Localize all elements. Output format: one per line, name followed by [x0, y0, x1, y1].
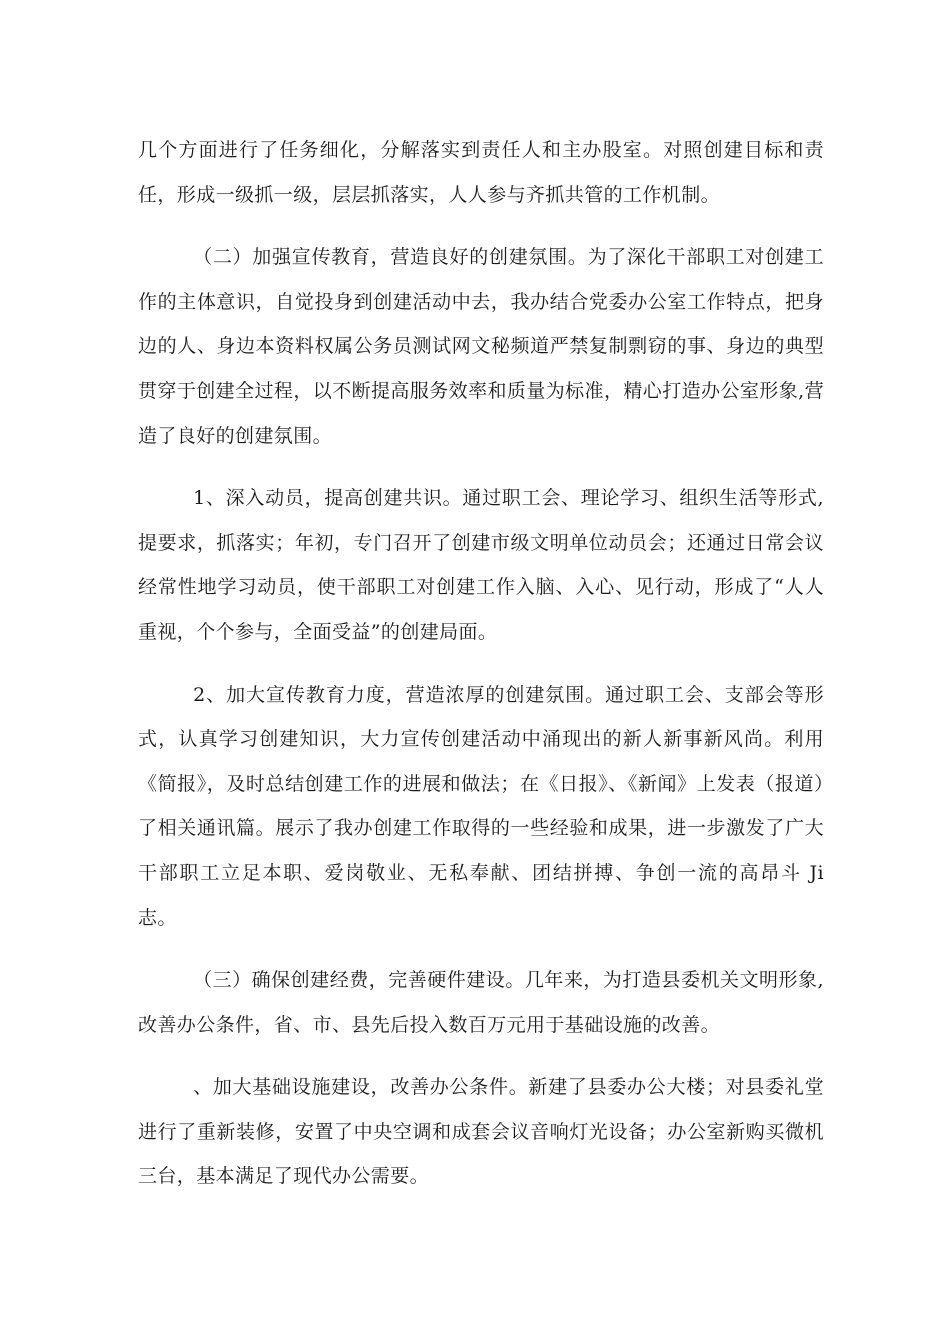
paragraph-1: 几个方面进行了任务细化，分解落实到责任人和主办股室。对照创建目标和责任，形成一级抓一级，层层抓落实，人人参与齐抓共管的工作机制。 — [138, 139, 824, 206]
paragraph-6: 、加大基础设施建设，改善办公条件。新建了县委办公大楼；对县委礼堂进行了重新装修，安置了中央空调和成套会议音响灯光设备；办公室新购买微机三台，基本满足了现代办公需要。 — [138, 1076, 824, 1188]
paragraph-3: 1、深入动员，提高创建共识。通过职工会、理论学习、组织生活等形式,提要求，抓落实；年初，专门召开了创建市级文明单位动员会；还通过日常会议经常性地学习动员，使干部职工对创建工作入脑、入心、见行动，形成了“人人重视，个个参与，全面受益”的创建局面。 — [138, 487, 824, 643]
paragraph-2: （二）加强宣传教育，营造良好的创建氛围。为了深化干部职工对创建工作的主体意识，自觉投身到创建活动中去，我办结合党委办公室工作特点，把身边的人、身边本资料权属公务员测试网文秘频道严禁复制剽窃的事、身边的典型贯穿于创建全过程，以不断提高服务效率和质量为标准，精心打造办公室形象,营造了良好的创建氛围。 — [138, 246, 824, 447]
paragraph-5: （三）确保创建经费，完善硬件建设。几年来，为打造县委机关文明形象,改善办公条件，省、市、县先后投入数百万元用于基础设施的改善。 — [138, 969, 824, 1036]
document-body — [138, 128, 824, 1217]
paragraph-4: 2、加大宣传教育力度，营造浓厚的创建氛围。通过职工会、支部会等形式，认真学习创建知识，大力宣传创建活动中涌现出的新人新事新风尚。利用《简报》，及时总结创建工作的进展和做法；在《日报》、《新闻》上发表（报道）了相关通讯篇。展示了我办创建工作取得的一些经验和成果，进一步激发了广大干部职工立足本职、爱岗敬业、无私奉献、团结拼搏、争创一流的高昂斗 Ji 志。 — [138, 683, 824, 929]
